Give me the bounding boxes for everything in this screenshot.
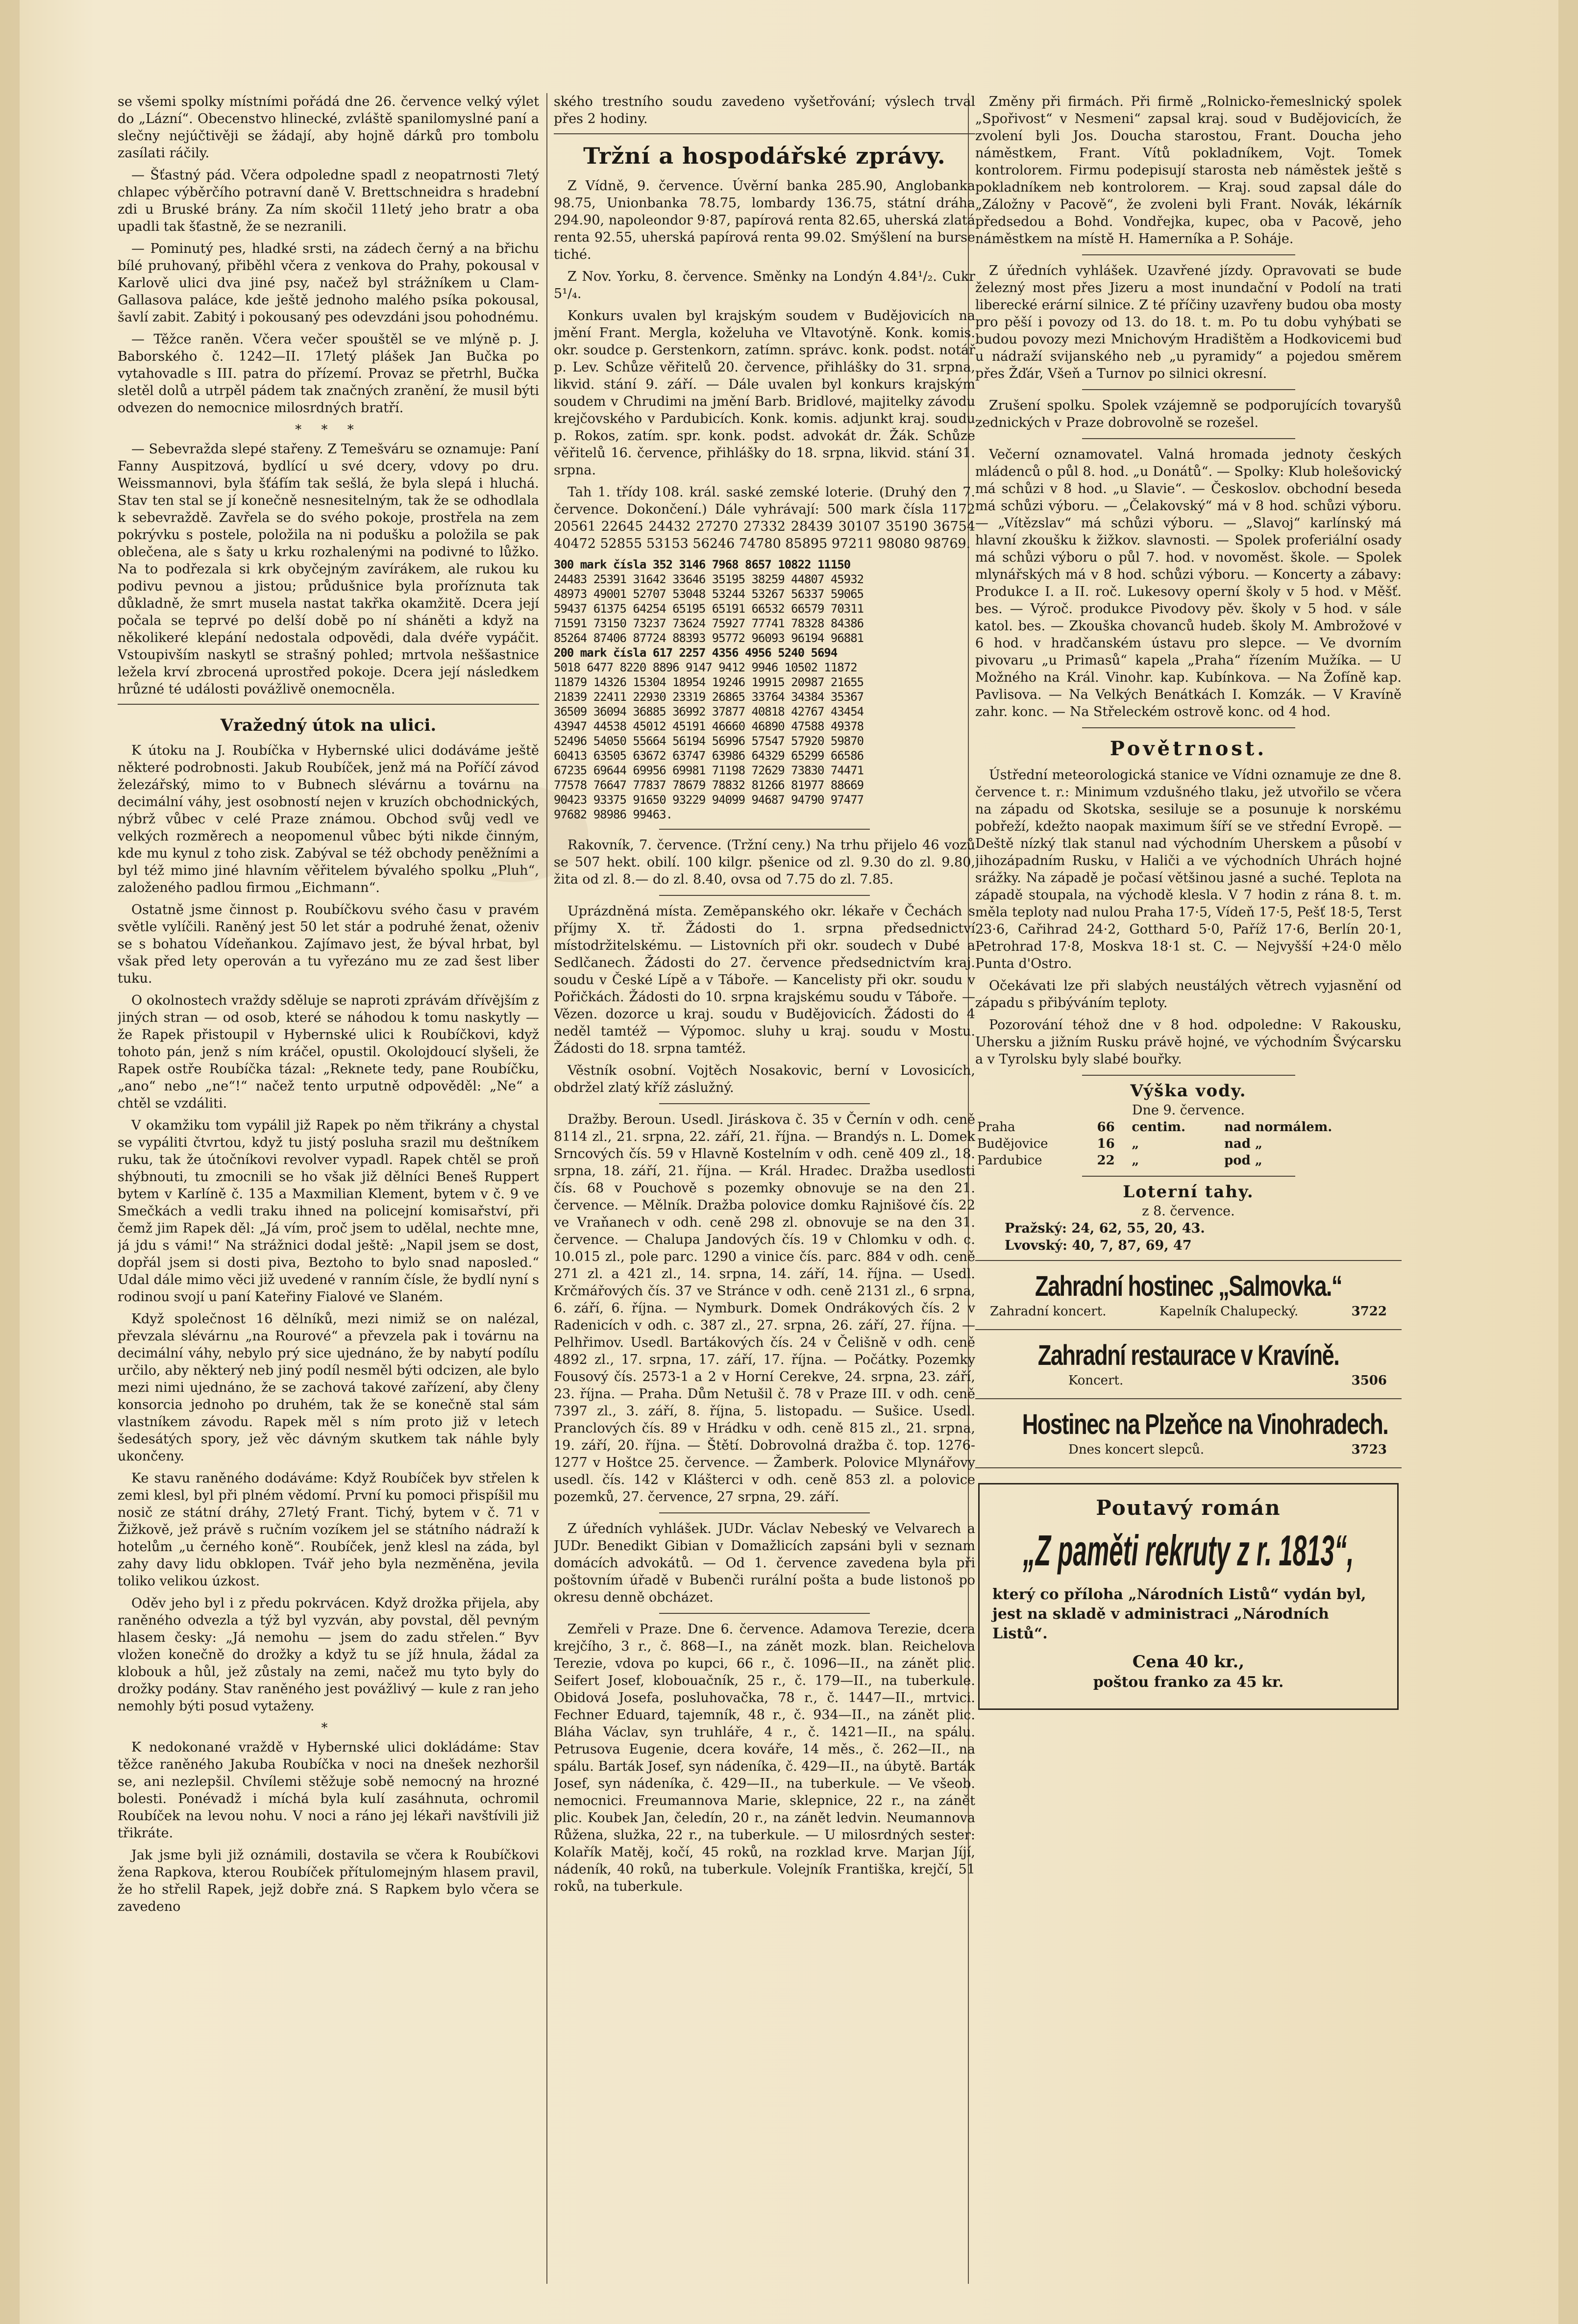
article-vrazda-p3: O okolnostech vraždy sděluje se naproti zprávám dřívějším z jiných stran — od osob, které se náhodou k tomu naskytly — že Rapek přistoupil v Hybernské ulici k Roubíčkovi, když tohoto pán, jenž s ním kráčel, opustil. Okolojdoucí slyšeli, že Rapek ostře Roubíčka tázal: „Reknete tedy, pane Roubíčku, „ano“ nebo „ne“!“ načež tento urputně odpověděl: „Ne“ a chtěl se vzdáliti. [118,993,539,1111]
article-tezce-ranen: — Těžce raněn. Včera večer spouštěl se ve mlýně p. J. Baborského č. 1242—II. 17letý plášek Jan Bučka po vytahovadle s III. patra do přízemí. Provaz se přetrhl, Bučka sletěl dolů a utrpěl pádem tak značných zranění, že musil býti odvezen do nemocnice milosrdných bratří. [118,332,539,416]
lottery-row: 60413 63505 63672 63747 63986 64329 65299 66586 [554,749,864,763]
lottery-row: 43947 44538 45012 45191 46660 46890 47588 49378 [554,719,864,733]
ad-plzenka-number: 3723 [1351,1442,1387,1457]
divider [659,895,870,896]
water-place: Praha [977,1120,1015,1135]
lottery-table-200 [554,645,975,822]
article-intro: se všemi spolky místními pořádá dne 26. července velký výlet do „Lázní“. Obecenstvo hlinecké, zvláště spanilomyslné paní a slečny nejúčtivěji se žádají, aby hojně dárků pro tombolu zasílati ráčily. [118,94,539,161]
market-newyork: Z Nov. Yorku, 8. července. Směnky na Londýn 4.84¹/₂. Cukr 5¹/₄. [554,269,975,301]
article-vrazda-p4: V okamžiku tom vypálil již Rapek po něm třikrány a chystal se vypáliti čtvrtou, když tu jistý posluha srazil mu deštníkem ruku, tak že útočníkovi revolver vypadl. Rapek chtěl se proň shýbnouti, tu zmocnili se ho však již dělníci Beneš Ruppert bytem v Karlíně č. 135 a Maxmilian Klement, bytem v č. 9 ve Smečkách a vedli traku ihned na policejní komisařství, při čemž jim Rapek děl: „Já vím, proč jsem to udělal, nechte mne, já jdu s vámi!“ Na strážnici dodal ještě: „Napil jsem se dost, dopřál jsem si dosti piva, Beztoho to bylo snad naposled.“ Udal dále mimo věci již uvedené v ranním čísle, že bydlí nyní s rodinou svojí u paní Kateřiny Fialové ve Slaném. [118,1118,539,1305]
article-vecerni-oznamovatel: Večerní oznamovatel. Valná hromada jednoty českých mládenců o půl 8. hod. „u Donátů“. — Spolky: Klub holešovický má schůzi v 8 hod. „u Slavie“. — Českoslov. obchodní beseda má schůzi výboru. — „Čelakovský“ má v 8 hod. schůzi výboru. — „Vítězslav“ má schůzi výboru. — „Slavoj“ karlínský má hlavní zkoušku k žižkov. slavnosti. — Spolek proferiální osady má schůzi výboru o půl 7. hod. v novoměst. škole. — Spolek mlynářských má v 8 hod. schůzi výboru. — Koncerty a zábavy: Produkce I. a II. roč. Lukesovy operní školy v 5 hod. v Měšť. bes. — Výroč. produkce Pivodovy pěv. školy v 5 hod. v sále katol. bes. — Zkouška chovanců hudeb. školy M. Ambrožové v 6 hod. v hradčanském ústavu pro slepce. — Ve dvorním pivovaru „u Primasů“ kapela „Praha“ řízením Mužíka. — U Možného na Král. Vinohr. kap. Kubínkova. — Na Žofíně kap. Pavlisova. — Na Velkých Benátkách I. Komzák. — V Kravíně zahr. konc. — Na Střeleckém ostrově konc. od 4 hod. [975,447,1402,719]
lottery-row: 11879 14326 15304 18954 19246 19915 20987 21655 [554,675,864,689]
divider [1082,438,1295,439]
ad-salmovka [975,1270,1402,1320]
ad-plzenka-title: Hostinec na Plzeňce na Vinohradech. [1022,1409,1388,1440]
lottery-table-300 [554,557,975,645]
lottery-row: 52496 54050 55664 56194 56996 57547 57920 59870 [554,734,864,748]
article-vrazda-p8: K nedokonané vraždě v Hybernské ulici dokládáme: Stav těžce raněného Jakuba Roubíčka v noci na dnešek nezhoršil se, ani nezlepšil. Chvílemi stěžuje sobě nemocný na hrozné bolesti. Ponévadž i míchá byla kulí zasáhnuta, ochromil Roubíček na levou nohu. V noci a ráno jej lékaři navštívili již třikráte. [118,1740,539,1841]
article-sebevrazda: — Sebevražda slepé stařeny. Z Temešváru se oznamuje: Paní Fanny Auspitzová, bydlící u své dcery, vdovy po dru. Weissmannovi, byla šťáfím tak sešlá, že byla slepá i hluchá. Stav ten stal se jí konečně nesnesitelným, tak že se odhodlala k sebevraždě. Zavřela se do svého pokoje, prostřela na zem pokrývku s postele, položila na ni podušku a položila se pak oblečena, ale s šaty u krku rozhalenými na podivné to lůžko. Na to podřezala si krk obyčejným zavírákem, ale rukou ku podivu pevnou a jistou; průdušnice byla proříznuta tak důkladně, že smrt musela nastat takřka okamžitě. Dcera její počala se teprvé po delší době po ní sháněti a když na několikeré klepání nedostala odpovědi, dala dvéře vypáčit. Vstoupivším naskytl se strašný pohled; mrtvola neššastnice ležela krví zbrocená uprostřed pokoje. Dcera její následkem hrůzné té události povážlivě onemocněla. [118,442,539,697]
weather-observation: Pozorování téhož dne v 8 hod. odpoledne: V Rakousku, Uhersku a jižním Rusku právě hojné, ve východním Švýcarsku a v Tyrolsku byly slabé bouřky. [975,1017,1402,1067]
article-zemreli: Zemřeli v Praze. Dne 6. července. Adamova Terezie, dcera krejčího, 3 r., č. 868—I., na zánět mozk. blan. Reichelova Terezie, vdova po kupci, 66 r., č. 1096—II., na zánět plic. Seifert Josef, klobouačník, 25 r., č. 179—II., na tuberkule. Obidová Josefa, posluhovačka, 78 r., č. 1447—II., mrtvici. Fechner Eduard, tajemník, 48 r., č. 934—II., na zánět plic. Bláha Václav, syn truhláře, 4 r., č. 1421—II., na spálu. Petrusova Eugenie, dcera kováře, 14 měs., č. 262—II., na spálu. Barták Josef, syn nádeníka, č. 429—II., na úbytě. Barták Josef, syn nádeníka, č. 429—II., na tuberkule. — Ve všeob. nemocnici. Freumannova Marie, sklepnice, 22 r., na zánět plic. Koubek Jan, čeledín, 20 r., na zánět ledvin. Neumannova Růžena, služka, 22 r., na tuberkule. — U milosrdných sester: Kolařík Matěj, kočí, 45 roků, na rozklad krve. Marjan Jíjí, nádeník, 40 roků, na tuberkule. Volejník Františka, krejčí, 51 roků, na tuberkule. [554,1622,975,1894]
ad-kravin-number: 3506 [1351,1373,1387,1388]
water-unit: „ [1132,1153,1139,1168]
section-heading-trzni: Tržní a hospodářské zprávy. [583,143,946,169]
article-vrazda-p7: Oděv jeho byl i z předu pokrvácen. Když drožka přijela, aby raněného odvezla a týž byl vyzván, aby povstal, děl pevným hlasem česky: „Já nemohu — jsem do zadu střelen.“ Byv vložen konečně do drožky a když tu se jíž hnula, žádal za klobouk a hůl, jež zůstaly na zemi, načež mu tyto byly do drožky podány. Stav raněného jest povážlivý — kule z ran jeho nemohly býti posud vytaženy. [118,1596,539,1714]
ad-salmovka-number: 3722 [1351,1304,1387,1319]
divider [659,829,870,830]
water-level-row [975,1152,1402,1169]
article-konkurs: Konkurs uvalen byl krajským soudem v Budějovicích na jmění Frant. Mergla, koželuha ve Vltavotýně. Konk. komis. okr. soudce p. Gerstenkorn, zatímn. správc. konk. podst. notář p. Lev. Schůze věřitelů 20. července, přihlášky do 31. srpna, likvid. stání 9. září. — Dále uvalen byl konkurs krajským soudem v Chrudimi na jmění Barb. Bridlové, majitelky závodu krejčovského v Pardubicích. Konk. komis. adjunkt kraj. soudu p. Rokos, zatím. spr. konk. podst. advokát dr. Žák. Schůze věřitelů 16. července, přihlášky do 18. srpna, likvid. stání 31. srpna. [554,308,975,478]
ad-plzenka-details [975,1441,1402,1459]
ad-novel-heading: Poutavý román [1096,1496,1281,1520]
article-drazby: Dražby. Beroun. Usedl. Jiráskova č. 35 v Černín v odh. ceně 8114 zl., 21. srpna, 22. září, 21. října. — Brandýs n. L. Domek Srncových čís. 59 v Hlavně Kostelním v odh. ceně 409 zl., 18. srpna, 18. září, 21. října. — Král. Hradec. Dražba usedlosti čís. 68 v Pouchově s pozemky obnovuje se na den 21. července. — Mělník. Dražba polovice domku Rajnišové čís. 22 ve Vraňanech v odh. ceně 298 zl. obnovuje se na den 31. července. — Chalupa Jandových čís. 19 v Chlomku v odh. c. 10.015 zl., pole parc. 1290 a vinice čís. parc. 884 v odh. ceně 271 zl. a 421 zl., 14. srpna, 14. září, 14. října. — Usedl. Krčmářových čís. 37 ve Stránce v odh. ceně 2131 zl., 6 srpna, 6. září, 6. října. — Nymburk. Domek Ondrákových čís. 2 v Radenicích v odh. c. 387 zl., 27. srpna, 26. září, 27. října. — Pelhřimov. Usedl. Bartákových čís. 24 v Čelišně v odh. ceně 4892 zl., 17. srpna, 17. září, 17. října. — Počátky. Pozemky Fousový čís. 2573-1 a 2 v Horní Cerekve, 24. srpna, 23. září, 23. října. — Praha. Dům Netušil č. 78 v Praze III. v odh. ceně 7397 zl., 3. září, 8. října, 5. listopadu. — Sušice. Usedl. Pranclových čís. 89 v Hrádku v odh. ceně 815 zl., 21. srpna, 19. září, 20. října. — Štětí. Dobrovolná dražba č. top. 1276-1277 v Hoštce 25. července. — Žamberk. Polovice Mlynářovy usedl. čís. 142 v Klášterci v odh. ceně 853 zl. a polovice pozemků, 27. července, 27 srpna, 29. září. [554,1112,975,1505]
ad-novel-text: který co příloha „Národních Listů“ vydán byl, jest na skladě v administraci „Národních Listů“. [992,1586,1366,1642]
lottery-date: z 8. července. [1142,1204,1235,1219]
ad-kravin-details [975,1372,1402,1389]
water-unit: centim. [1132,1120,1186,1135]
lottery-lviv: Lvovský: 40, 7, 87, 69, 47 [1005,1238,1192,1253]
water-val: 22 [1097,1153,1115,1168]
water-val: 66 [1097,1120,1115,1135]
water-rel: nad normálem. [1224,1120,1332,1135]
article-zmeny-pri-firmach: Změny při firmách. Při firmě „Rolnicko-řemeslnický spolek „Spořivost“ v Nesmeni“ zapsal kraj. soud v Budějovicích, že zvolení byli Jos. Doucha starostou, Frant. Doucha jeho náměstkem, Frant. Vítů pokladníkem, Vojt. Tomek kontrolorem. Firmu podepisují starosta neb náměstek ještě s pokladníkem neb kontrolorem. — Kraj. soud zapsal dále do „Záložny v Pacově“, že zvoleni byli Frant. Novák, lékárník předsedou a Bohd. Vondřejka, kupec, oba v Pacově, jeho náměstkem na místě H. Hamerníka a P. Soháje. [975,94,1402,247]
article-lead: ského trestního soudu zavedeno vyšetřování; výslech trval přes 2 hodiny. [554,94,975,126]
water-val: 16 [1097,1137,1115,1151]
lottery-row: 71591 73150 73237 73624 75927 77741 78328 84386 [554,617,864,630]
water-unit: „ [1132,1137,1139,1151]
column-2 [554,93,975,2284]
ad-kravin-title: Zahradní restaurace v Kravíně. [1037,1339,1339,1371]
lottery-row: 300 mark čísla 352 3146 7968 8657 10822 11150 [554,558,851,571]
divider [975,1398,1402,1399]
water-level-row [975,1136,1402,1152]
scan-right-edge [1558,0,1578,2324]
ad-plzenka [975,1408,1402,1459]
scan-left-edge [0,0,20,2324]
section-heading-povetrnost: Povětrnost. [1110,737,1267,760]
water-level-table [975,1119,1402,1169]
column-3 [975,93,1402,2284]
weather-report: Ústřední meteorologická stanice ve Vídni oznamuje ze dne 8. července t. r.: Minimum vzdušného tlaku, jež utvořilo se včera na západu od Skotska, sesiluje se a posunuje k norskému pobřeží, kdežto naopak maximum šíří se ve střední Evropě. — Deště nízký tlak stanul nad východním Uherskem a působí v jihozápadním Rusku, v Haliči a ve východních Uhrách hojné srážky. Na západě je počasí většinou jasné a suché. Teplota na západě stoupala, na východě klesla. V 7 hodin z rána 8. t. m. měla teploty nad nulou Praha 17·5, Vídeň 17·5, Pešť 18·5, Terst 23·6, Cařihrad 24·2, Gotthard 5·0, Paříž 17·6, Berlín 20·1, Petrohrad 17·8, Moskva 18·1 st. C. — Nejvyšší +24·0 mělo Punta d'Ostro. [975,767,1402,971]
heading-loterni-tahy: Loterní tahy. [1123,1182,1254,1202]
market-vienna: Z Vídně, 9. července. Úvěrní banka 285.90, Anglobanka 98.75, Unionbanka 78.75, lombardy 136.75, státní dráha 294.90, napoleondor 9·87, papírová renta 82.65, uherská zlatá renta 92.55, uherská papírová renta 99.02. Smýšlení na burse tiché. [554,178,975,262]
divider [1082,1176,1295,1177]
water-place: Budějovice [977,1137,1048,1151]
lottery-row: 67235 69644 69956 69981 71198 72629 73830 74471 [554,764,864,777]
ad-novel-title: „Z paměti rekruty z r. 1813“, [1023,1526,1354,1575]
water-place: Pardubice [977,1153,1042,1168]
lottery-row: 5018 6477 8220 8896 9147 9412 9946 10502 11872 [554,661,857,674]
lottery-row: 90423 93375 91650 93229 94099 94687 94790 97477 [554,793,864,807]
divider [1082,254,1295,255]
article-uredni: Z úředních vyhlášek. JUDr. Václav Nebeský ve Velvarech a JUDr. Benedikt Gibian v Domažlicích zapsáni byli v seznam domácích advokátů. — Od 1. července zavedena byla při poštovním úřadě v Bubenči rurální pošta a bude listonoš po okresu denně obcházet. [554,1521,975,1605]
divider [659,1512,870,1513]
lottery-prague: Pražský: 24, 62, 55, 20, 43. [1005,1221,1205,1236]
water-date: Dne 9. července. [1132,1103,1245,1118]
separator-star: * [321,1721,336,1735]
article-vestnik: Věstník osobní. Vojtěch Nosakovic, berní v Lovosicích, obdržel zlatý kříž záslužný. [554,1063,975,1095]
lottery-row: 97682 98986 99463. [554,808,673,821]
divider [118,704,539,705]
article-pominuty-pes: — Pominutý pes, hladké srsti, na zádech černý a na břichu bílé pruhovaný, přiběhl včera z venkova do Prahy, pokousal v Karlově ulici dva jiné psy, načež byl strážníkem u Clam-Gallasova paláce, kde ještě jednoho malého psíka pokousal, šavlí zabit. Zabitý i pokousaný pes odevzdáni jsou pohodnému. [118,241,539,325]
lottery-row: 36509 36094 36885 36992 37877 40818 42767 43454 [554,705,864,718]
lottery-row: 21839 22411 22930 23319 26865 33764 34384 35367 [554,690,864,704]
separator-stars: * * * [295,422,362,437]
lottery-row: 85264 87406 87724 88393 95772 96093 96194 96881 [554,631,864,645]
divider [1082,1075,1295,1076]
ad-salmovka-title: Zahradní hostinec „Salmovka.“ [1035,1270,1342,1302]
lottery-row: 48973 49001 52707 53048 53244 53267 56337 59065 [554,587,864,601]
article-vrazda-p6: Ke stavu raněného dodáváme: Když Roubíček byv střelen k zemi klesl, byl při plném vědomí. První ku pomoci přispíšil mu nosič ze státní dráhy, 27letý Frant. Tichý, bytem v č. 71 v Žižkově, jež právě s ručním vozíkem jel se státního nádraží k hotelům „u černého koně“. Roubíček, jenž klesl na záda, byl zahy davy lidu obklopen. Tvář jeho byla nezměněna, jevila toliko velikou úzkost. [118,1471,539,1589]
lottery-row: 24483 25391 31642 33646 35195 38259 44807 45932 [554,572,864,586]
market-rakovnik: Rakovník, 7. července. (Tržní ceny.) Na trhu přijelo 46 vozů se 507 hekt. obilí. 100 kilgr. pšenice od zl. 9.30 do zl. 9.80, žita od zl. 8.— do zl. 8.40, ovsa od 7.75 do zl. 7.85. [554,838,975,887]
divider [975,1329,1402,1330]
article-stastny-pad: — Šťastný pád. Včera odpoledne spadl z neopatrnosti 7letý chlapec výběrčího potravní daně V. Brettschneidra s hradební zdi u Bruské brány. Za ním skočil 11letý jeho bratr a oba upadli tak šťastně, že se nezranili. [118,168,539,234]
divider [554,133,975,134]
article-vrazda-p2: Ostatně jsme činnost p. Roubíčkovu svého času v pravém světle vylíčili. Raněný jest 50 let stár a podruhé ženat, oženiv se s bohatou Vídeňankou. Zajímavo jest, že býval hrbat, byl však před lety operován a tu vyřezáno mu ze zad šest liber tuku. [118,902,539,986]
divider [975,1467,1402,1468]
ad-kravin [975,1339,1402,1389]
article-zruseni-spolku: Zrušení spolku. Spolek vzájemně se podporujících tovaryšů zednických v Praze dobrovolně se rozešel. [975,398,1402,430]
article-uzavrene-jizdy: Z úředních vyhlášek. Uzavřené jízdy. Opravovati se bude železný most přes Jizeru a most inundační v Podolí na trati liberecké erární silnice. Z té příčiny uzavřeny budou oba mosty pro pěší i povozy od 13. do 18. t. m. Po tu dobu vyhýbati se budou povozy mezi Mnichovým Hradištěm a Hodkovicemi buď u nádraží svijanského neb „u pyramidy“ a pojedou směrem přes Žďár, Všeň a Turnov po silnici okresní. [975,263,1402,381]
ad-novel-postage: poštou franko za 45 kr. [1093,1674,1284,1691]
ad-kravin-concert: Koncert. [1068,1373,1124,1388]
divider [975,1260,1402,1261]
lottery-row: 200 mark čísla 617 2257 4356 4956 5240 5694 [554,646,838,660]
water-level-row [975,1119,1402,1136]
water-rel: nad „ [1224,1137,1263,1151]
water-rel: pod „ [1224,1153,1262,1168]
ad-salmovka-concert: Zahradní koncert. [990,1304,1107,1319]
weather-forecast: Očekávati lze při slabých neustálých větrech vyjasnění od západu s přibýváním teploty. [975,978,1402,1011]
lottery-row: 59437 61375 64254 65195 65191 66532 66579 70311 [554,602,864,616]
ad-plzenka-concert: Dnes koncert slepců. [1068,1442,1205,1457]
divider [659,1613,870,1614]
lottery-row: 77578 76647 77837 78679 78832 81266 81977 88669 [554,778,864,792]
article-vrazda-p1: K útoku na J. Roubíčka v Hybernské ulici dodáváme ještě některé podrobnosti. Jakub Roubíček, jenž má na Poříčí závod železářský, mimo to v Bubnech slévárnu a továrnu na decimální váhy, jest osobností nejen v kruzích obchodnických, nýbrž vůbec v celé Praze známou. Obchod svůj vedl ve velkých rozměrech a neopomenul vůbec býti nikde činným, kde mu kynul z toho zisk. Zabýval se též obchody peněžními a byl též mimo jiné hlavním věřitelem bývalého spolku „Pluh“, založeného padlou firmou „Eichmann“. [118,743,539,895]
column-1 [118,93,539,2284]
ad-novel-price: Cena 40 kr., [1132,1652,1245,1672]
headline-vrazedny-utok: Vražedný útok na ulici. [220,716,437,735]
divider [1082,727,1295,728]
ad-salmovka-details [975,1303,1402,1320]
article-uprazdnena-mista: Uprázdněná místa. Zeměpanského okr. lékaře v Čechách s příjmy X. tř. Žádosti do 1. srpna předsednictví místodržitelskému. — Listovních při okr. soudech v Dubé a Sedlčanech. Žádosti do 27. července předsednictvím kraj. soudu v České Lípě a v Táboře. — Kancelisty při okr. soudu v Pořičkách. Žádosti do 10. srpna krajskému soudu v Táboře. — Vězen. dozorce u kraj. soudu v Budějovicích. Žádosti do 4 neděl tamtéž — Výpomoc. sluhy u kraj. soudu v Mostu. Žádosti do 18. srpna tamtéž. [554,904,975,1056]
article-vrazda-p9: Jak jsme byli již oznámili, dostavila se včera k Roubíčkovi žena Rapkova, kterou Roubíček přítulomejným hlasem pravil, že ho střelil Rapek, jejž dobře zná. S Rapkem bylo včera se zavedeno [118,1848,539,1914]
ad-salmovka-kapelnik: Kapelník Chalupecký. [1159,1304,1299,1319]
divider [659,1103,870,1104]
lottery-intro: Tah 1. třídy 108. král. saské zemské loterie. (Druhý den 7. července. Dokončení.) Dále vyhrávají: 500 mark čísla 1172 20561 22645 24432 27270 27332 28439 30107 35190 36754 40472 52855 53153 56246 74780 85895 97211 98080 98769. [554,485,975,551]
heading-vyska-vody: Výška vody. [1130,1081,1247,1101]
column-rule-1 [546,93,547,2284]
article-vrazda-p5: Když společnost 16 dělníků, mezi nimiž se on nalézal, převzala slévárnu „na Rourové“ a převzela pak i továrnu na decimální váhy, nebylo prý sice ujednáno, že by nabytí podílu určilo, aby některý neb jiný podíl nesměl býti odcizen, ale bylo mezi nimi ujednáno, že se zachová takové zařízení, aby členy konsorcia jednoho po druhém, tak že se konečně stal sám vlastníkem závodu. Rapek měl s ním proto již v letech šedesátých spory, jež věc dávným skutkem tak náhle byly ukončeny. [118,1311,539,1464]
divider [1082,389,1295,390]
ad-novel-frame [978,1483,1399,1710]
